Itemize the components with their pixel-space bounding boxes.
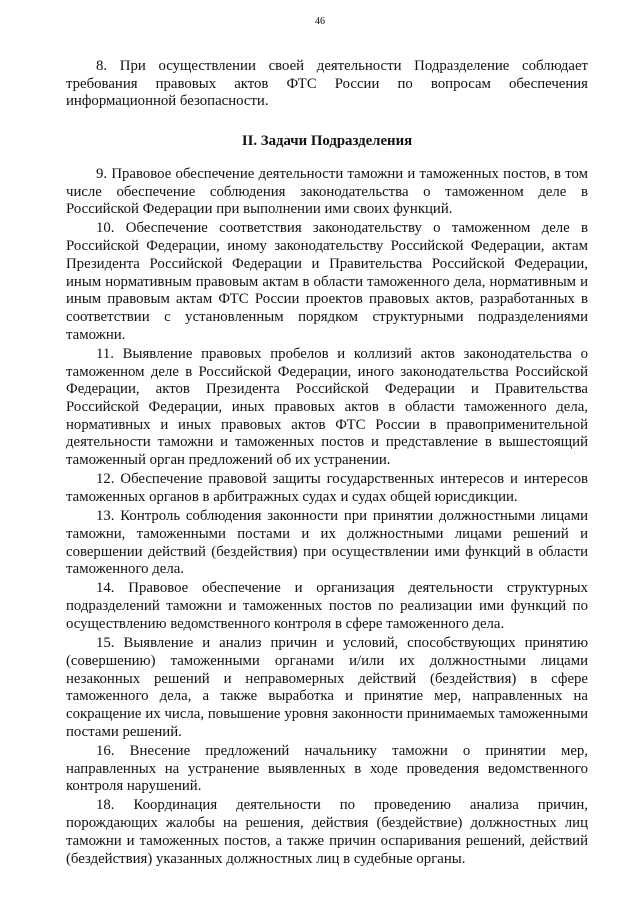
paragraph-8: 8. При осуществлении своей деятельности Подразделение соблюдает требования правовых актов ФТС России по вопросам обеспечения информационной безопасности.: [66, 58, 588, 110]
paragraph-14: 14. Правовое обеспечение и организация деятельности структурных подразделений таможни и таможенных постов по реализации ими функций по осуществлению ведомственного контроля в сфере таможенного дела.: [66, 580, 588, 632]
section-heading: II. Задачи Подразделения: [241, 133, 413, 150]
paragraph-11: 11. Выявление правовых пробелов и коллизий актов законодательства о таможенном деле в Российской Федерации, иного законодательства Российской Федерации, актов Президента Российской Федерации и Правительства Российской Федерации, иных правовых актов в области таможенного дела, нормативных и иных правовых актов ФТС России в правоприменительной деятельности таможни и таможенных постов и представление в вышестоящий таможенный орган предложений об их устранении.: [66, 345, 588, 469]
paragraph-15: 15. Выявление и анализ причин и условий, способствующих принятию (совершению) таможенными органами и/или их должностными лицами незаконных решений и неправомерных действий (бездействия) в сфере таможенного дела, а также выработка и принятие мер, направленных на сокращение их числа, повышение уровня законности принимаемых таможенными постами решений.: [66, 635, 588, 740]
paragraph-9: 9. Правовое обеспечение деятельности таможни и таможенных постов, в том числе обеспечение соблюдения законодательства о таможенном деле в Российской Федерации при выполнении ими своих функций.: [66, 165, 588, 218]
paragraph-16: 16. Внесение предложений начальнику таможни о принятии мер, направленных на устранение выявленных в ходе проведения ведомственного контроля нарушений.: [66, 742, 588, 795]
paragraph-10: 10. Обеспечение соответствия законодательству о таможенном деле в Российской Федерации, иному законодательству Российской Федерации, актам Президента Российской Федерации и Правительства Российской Федерации, иным нормативным правовым актам в области таможенного дела, нормативным и иным правовым актам ФТС России проектов правовых актов, разработанных в соответствии с установленным порядком структурными подразделениями таможни.: [66, 220, 588, 343]
paragraph-18: 18. Координация деятельности по проведению анализа причин, порождающих жалобы на решения, действия (бездействие) должностных лиц таможни и таможенных постов, а также причин оспаривания решений, действий (бездействия) указанных должностных лиц в судебные органы.: [66, 797, 588, 867]
paragraph-12: 12. Обеспечение правовой защиты государственных интересов и интересов таможенных органов в арбитражных судах и судах общей юрисдикции.: [66, 471, 588, 505]
document-body: [66, 58, 588, 870]
page-number: 46: [315, 16, 325, 27]
paragraph-13: 13. Контроль соблюдения законности при принятии должностными лицами таможни, таможенными постами и их должностными лицами решений и совершении действий (бездействия) при осуществлении ими функций в области таможенного дела.: [66, 508, 588, 578]
